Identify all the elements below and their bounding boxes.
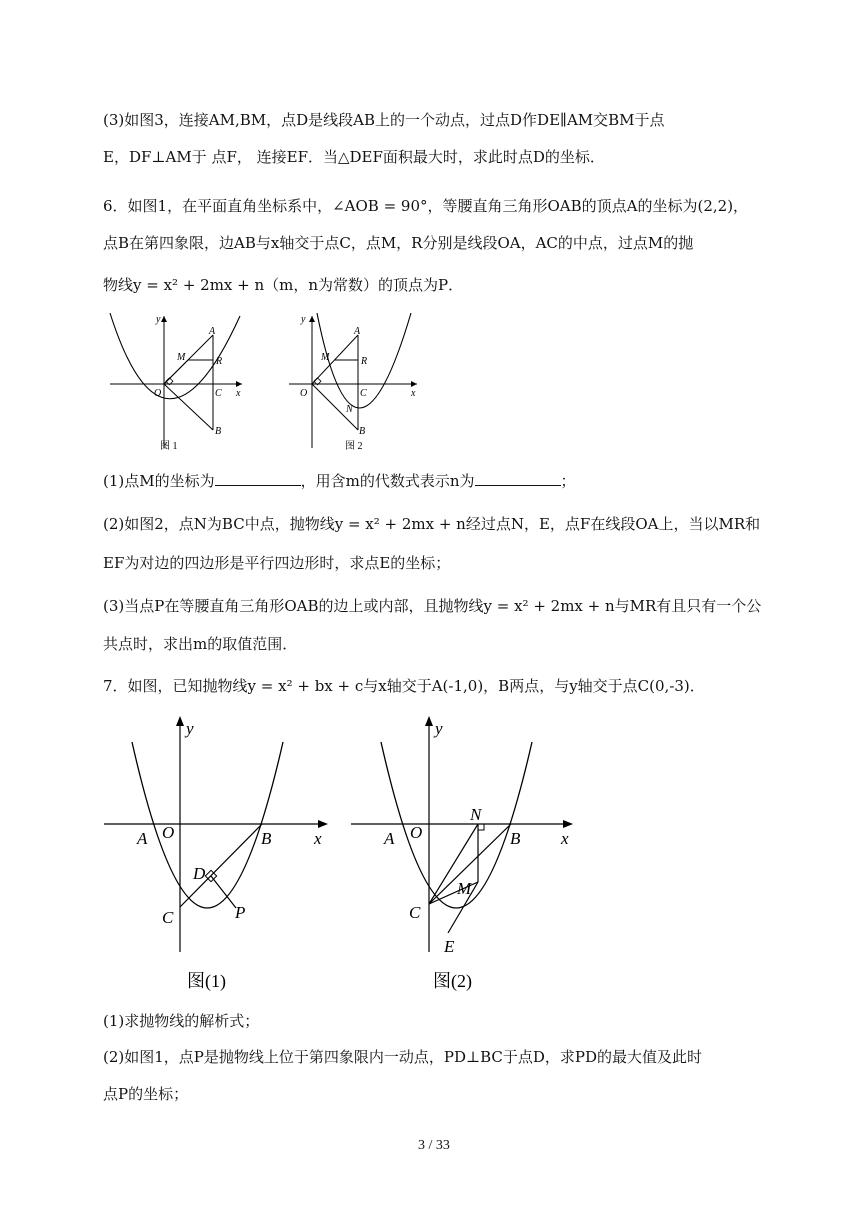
- fig6-2-M-label: M: [321, 352, 330, 363]
- fig7-1-P-label: P: [235, 903, 246, 922]
- fig7-1-caption: 图(1): [187, 971, 226, 991]
- fig7-1-A-label: A: [137, 829, 148, 848]
- fig7-2-caption: 图(2): [433, 971, 472, 991]
- fig6-2-x-label: x: [411, 388, 416, 399]
- fig6-2-A-label: A: [354, 326, 361, 337]
- fig7-2-N-label: N: [470, 805, 482, 824]
- q6-part1-text-c: ；: [560, 472, 576, 490]
- fig7-1-B-label: B: [261, 829, 272, 848]
- q6-part1: [103, 471, 576, 491]
- fig6-1-caption: 图 1: [160, 441, 178, 452]
- fig6-2-B-label: B: [359, 426, 366, 437]
- figure-7-2: [345, 712, 580, 997]
- figure-6-1: [100, 308, 260, 454]
- fig7-2-x-label: x: [561, 829, 569, 848]
- fig6-2-O-label: O: [300, 388, 308, 399]
- fig6-1-M-label: M: [177, 352, 186, 363]
- q7-part2-line2: 点P的坐标；: [103, 1085, 189, 1103]
- q6-part3-line2: 共点时，求出m的取值范围．: [103, 635, 298, 653]
- q6-line1: 6．如图1，在平面直角坐标系中，∠AOB = 90°，等腰直角三角形OAB的顶点A的坐标为(2,2)，: [103, 197, 749, 215]
- q5-part3-line2: E，DF⊥AM于 点F， 连接EF．当△DEF面积最大时，求此时点D的坐标．: [103, 148, 605, 166]
- fig6-1-y-label: y: [156, 314, 161, 325]
- fig6-1-A-label: A: [209, 326, 216, 337]
- answer-blank-n: [475, 471, 561, 486]
- fig7-1-y-label: y: [186, 719, 194, 738]
- fig6-1-x-label: x: [236, 388, 241, 399]
- q7-part1: (1)求抛物线的解析式；: [103, 1012, 260, 1030]
- fig7-1-D-label: D: [193, 864, 206, 883]
- fig7-2-B-label: B: [510, 829, 521, 848]
- fig6-1-O-label: O: [154, 388, 162, 399]
- q7-line1: 7．如图，已知抛物线y = x² + bx + c与x轴交于A(-1,0)，B两点，与y轴交于点C(0,-3)．: [103, 677, 705, 695]
- q5-part3-line1: (3)如图3，连接AM,BM，点D是线段AB上的一个动点，过点D作DE∥AM交BM于点: [103, 111, 665, 129]
- fig6-2-y-label: y: [301, 314, 306, 325]
- fig6-1-C-label: C: [215, 388, 222, 399]
- fig6-1-R-label: R: [216, 356, 223, 367]
- q6-part2-line1: (2)如图2，点N为BC中点，抛物线y = x² + 2mx + n经过点N，E，点F在线段OA上，当以MR和: [103, 515, 761, 533]
- fig7-1-x-label: x: [314, 829, 322, 848]
- fig7-1-O-label: O: [162, 823, 175, 842]
- fig7-2-y-label: y: [435, 719, 443, 738]
- q7-part2-line1: (2)如图1，点P是抛物线上位于第四象限内一动点，PD⊥BC于点D，求PD的最大值及此时: [103, 1048, 703, 1066]
- q6-part3-line1: (3)当点P在等腰直角三角形OAB的边上或内部，且抛物线y = x² + 2mx + n与MR有且只有一个公: [103, 597, 762, 615]
- answer-blank-m: [215, 471, 301, 486]
- figure-7-1: [100, 712, 335, 997]
- fig6-2-caption: 图 2: [345, 441, 363, 452]
- fig7-2-C-label: C: [409, 903, 421, 922]
- fig6-1-B-label: B: [215, 426, 222, 437]
- q6-line2: 点B在第四象限，边AB与x轴交于点C，点M，R分别是线段OA，AC的中点，过点M的抛: [103, 234, 694, 252]
- q6-part1-text-b: ，用含m的代数式表示n为: [300, 472, 475, 490]
- fig6-2-C-label: C: [360, 388, 367, 399]
- q6-part1-text-a: (1)点M的坐标为: [103, 472, 215, 490]
- page-number: 3 / 33: [418, 1138, 450, 1153]
- q6-line3: 物线y = x² + 2mx + n（m，n为常数）的顶点为P．: [103, 276, 464, 294]
- fig7-2-A-label: A: [384, 829, 395, 848]
- fig6-2-R-label: R: [361, 356, 368, 367]
- q6-part2-line2: EF为对边的四边形是平行四边形时，求点E的坐标；: [103, 554, 451, 572]
- fig7-2-E-label: E: [444, 937, 455, 956]
- fig7-2-M-label: M: [457, 879, 472, 898]
- figure-6-2: [285, 308, 435, 454]
- fig6-2-N-label: N: [346, 404, 353, 415]
- fig7-1-C-label: C: [162, 908, 174, 927]
- fig7-2-O-label: O: [410, 823, 423, 842]
